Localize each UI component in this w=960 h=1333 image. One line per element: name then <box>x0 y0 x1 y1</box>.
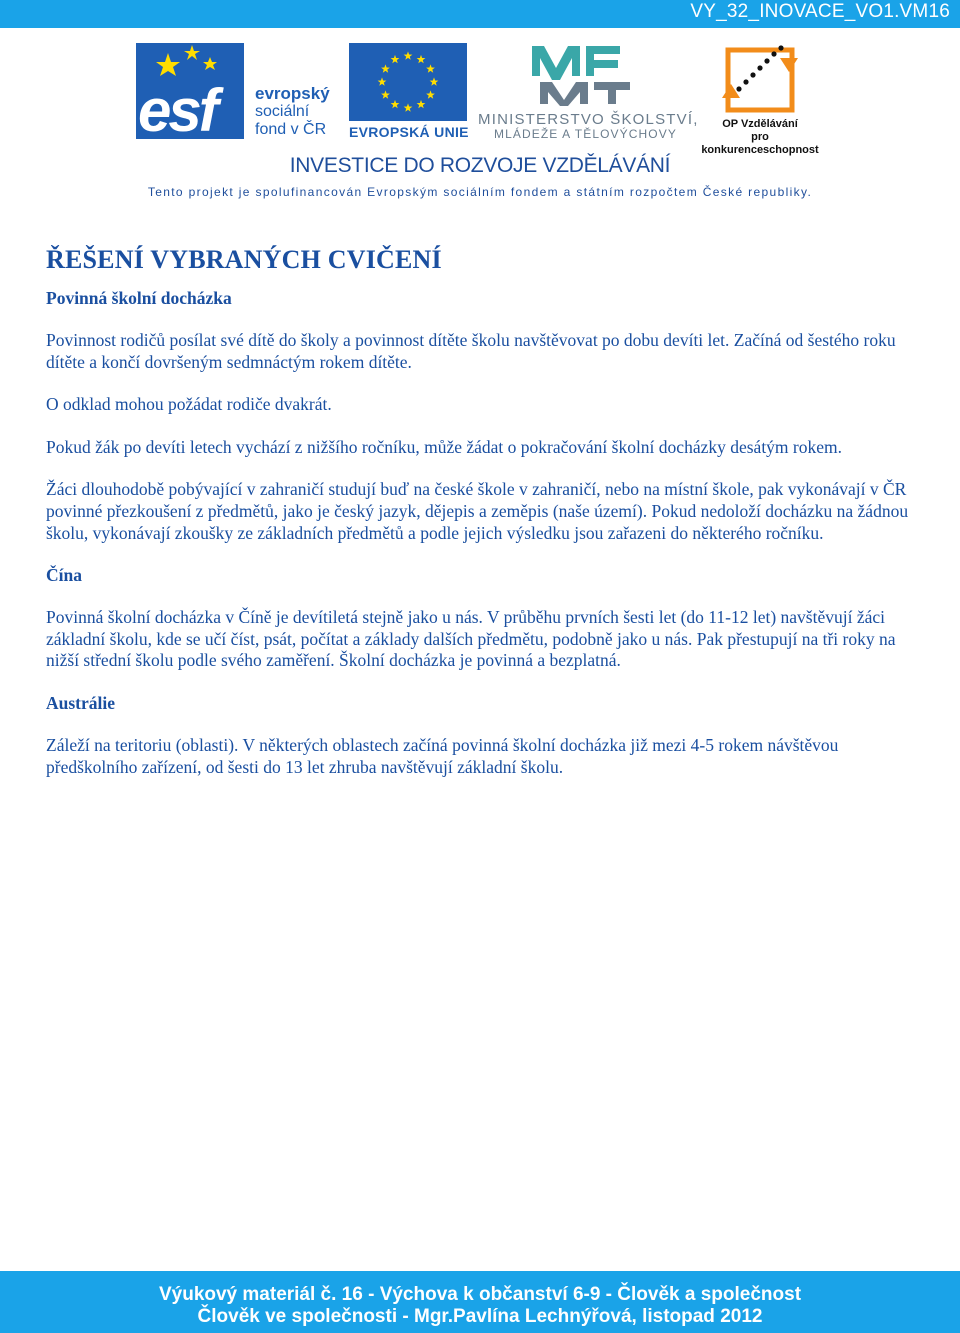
eu-star-icon <box>417 100 426 108</box>
eu-star-icon <box>391 100 400 108</box>
paragraph-6: Záleží na teritoriu (oblasti). V některých oblastech začíná povinná školní docházka již mezi 4-5 rokem návštěvou předškolního zařízení, od šesti do 13 let zhruba navštěvují základní školu. <box>46 734 839 777</box>
section-heading-povinna: Povinná školní docházka <box>46 288 232 308</box>
projekt-statement: Tento projekt je spolufinancován Evropským sociálním fondem a státním rozpočtem České republiky. <box>147 185 813 199</box>
material-code: VY_32_INOVACE_VO1.VM16 <box>690 1 950 22</box>
op-line-2: pro konkurenceschopnost <box>701 131 819 156</box>
op-label <box>694 118 826 157</box>
eu-star-icon <box>404 51 413 59</box>
msmt-line-2: MLÁDEŽE A TĚLOVÝCHOVY <box>494 127 677 141</box>
eu-star-icon <box>404 103 413 111</box>
esf-logo <box>136 43 244 144</box>
msmt-text <box>478 112 699 142</box>
msmt-logo-icon <box>530 42 632 106</box>
footer-line-1: Výukový materiál č. 16 - Výchova k občanství 6-9 - Člověk a společnost <box>158 1284 802 1305</box>
section-heading-australie: Austrálie <box>46 692 116 713</box>
footer-line-2: Člověk ve společnosti - Mgr.Pavlína Lechnýřová, listopad 2012 <box>197 1306 763 1327</box>
eu-star-icon <box>430 77 439 85</box>
eu-star-icon <box>426 90 435 98</box>
eu-star-icon <box>391 55 400 63</box>
esf-word-1: evropský <box>255 84 330 103</box>
section-heading-cina: Čína <box>46 565 82 586</box>
paragraph-4: Žáci dlouhodobě pobývající v zahraničí studují buď na české škole v zahraničí, nebo na místní škole, pak vykonávají v ČR povinné přezkoušení z předmětů, jako je český jazyk, dějepis a zeměpis (naše území). Pokud nedoloží docházku na žádnou školu, vykonávají zkoušky ze základních předmětů a podle jejich výsledku jsou zařazeni do některého ročníku. <box>46 479 909 543</box>
esf-mark: esf <box>138 77 216 144</box>
eu-star-icon <box>417 55 426 63</box>
eu-star-icon <box>381 90 390 98</box>
eu-stars-icon <box>349 43 467 121</box>
op-vzdelavani-logo-icon <box>722 42 800 116</box>
paragraph-1: Povinnost rodičů posílat své dítě do školy a povinnost dítěte školu navštěvovat po dobu devíti let. Začíná od šestého roku dítěte a končí dovršeným sedmnáctým rokem dítěte. <box>46 330 896 372</box>
footer-bar <box>0 1271 960 1333</box>
document-title: ŘEŠENÍ VYBRANÝCH CVIČENÍ <box>46 245 442 274</box>
paragraph-3: Pokud žák po devíti letech vychází z nižšího ročníku, může žádat o pokračování školní docházky desátým rokem. <box>46 436 843 457</box>
msmt-line-1: MINISTERSTVO ŠKOLSTVÍ, <box>478 111 699 128</box>
eu-star-icon <box>381 64 390 72</box>
eu-star-icon <box>426 64 435 72</box>
logo-strip <box>0 40 960 156</box>
top-bar <box>0 0 960 28</box>
investice-banner: INVESTICE DO ROZVOJE VZDĚLÁVÁNÍ <box>289 154 671 177</box>
eu-label: EVROPSKÁ UNIE <box>349 124 469 140</box>
eu-star-icon <box>378 77 387 85</box>
paragraph-2: O odklad mohou požádat rodiče dvakrát. <box>46 394 332 415</box>
document-body <box>46 245 916 799</box>
esf-word-3: fond v ČR <box>255 121 327 138</box>
paragraph-5: Povinná školní docházka v Číně je devítiletá stejně jako u nás. V průběhu prvních šesti let (do 11-12 let) navštěvují žáci základní školu, kde se učí číst, psát, počítat a základy dalších předmětu, podobně jako u nás. Pak přestupují na tři roky na nižší střední školu podle svého zaměření. Školní docházka je povinná a bezplatná. <box>46 607 896 671</box>
esf-word-2: sociální <box>255 103 310 120</box>
op-line-1: OP Vzdělávání <box>722 118 798 130</box>
eu-flag-icon <box>349 43 467 121</box>
esf-words <box>255 85 330 139</box>
